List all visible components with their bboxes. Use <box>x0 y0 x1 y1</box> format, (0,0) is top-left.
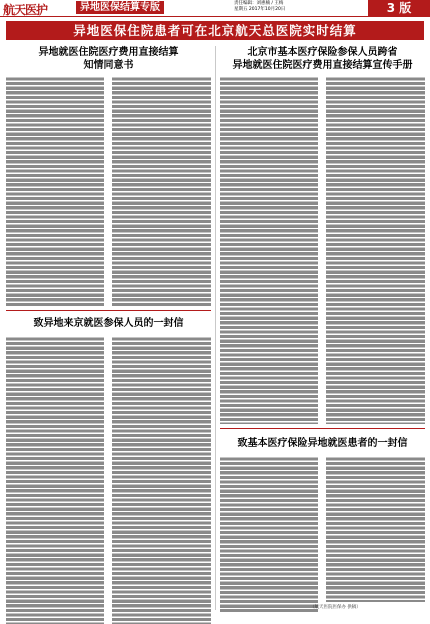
article-separator <box>6 310 211 311</box>
newspaper-logo: 航天医护 <box>3 3 48 17</box>
article-3-text-col-2 <box>326 76 425 424</box>
article-1-title-line-2: 知情同意书 <box>83 60 134 71</box>
article-2-body <box>6 336 211 624</box>
masthead-meta <box>234 1 285 13</box>
article-4-title: 致基本医疗保险异地就医患者的一封信 <box>237 438 408 449</box>
article-3-text-col-1 <box>220 76 318 424</box>
article-1-body <box>6 76 211 306</box>
date-line: 星期五 2017年10月20日 <box>234 7 286 12</box>
masthead <box>0 0 430 17</box>
article-3-title-line-2: 异地就医住院医疗费用直接结算宣传手册 <box>232 60 413 71</box>
page-number: 3 版 <box>368 0 430 16</box>
column-divider <box>215 46 216 610</box>
article-1-text-col-2 <box>112 76 211 306</box>
article-2-text-col-2 <box>112 336 211 624</box>
article-1-text-col-1 <box>6 76 104 306</box>
article-4-body <box>220 456 425 612</box>
article-1-title-line-1: 异地就医住院医疗费用直接结算 <box>38 47 179 58</box>
page-banner-title: 异地医保住院患者可在北京航天总医院实时结算 <box>6 21 424 40</box>
article-2-text-col-1 <box>6 336 104 624</box>
article-4-text-col-2 <box>326 456 425 602</box>
section-title: 异地医保结算专版 <box>76 1 164 14</box>
article-separator <box>220 428 425 429</box>
article-3-title-line-1: 北京市基本医疗保险参保人员跨省 <box>247 47 398 58</box>
article-3-body <box>220 76 425 424</box>
article-2-title: 致异地来京就医参保人员的一封信 <box>33 318 184 329</box>
left-half <box>6 46 211 624</box>
article-4-source: （航天医院医保办 供稿） <box>310 605 361 610</box>
article-4-text-col-1 <box>220 456 318 612</box>
right-half <box>220 46 425 612</box>
editor-line: 责任编辑：刘惠楠 / 王梅 <box>234 1 284 6</box>
